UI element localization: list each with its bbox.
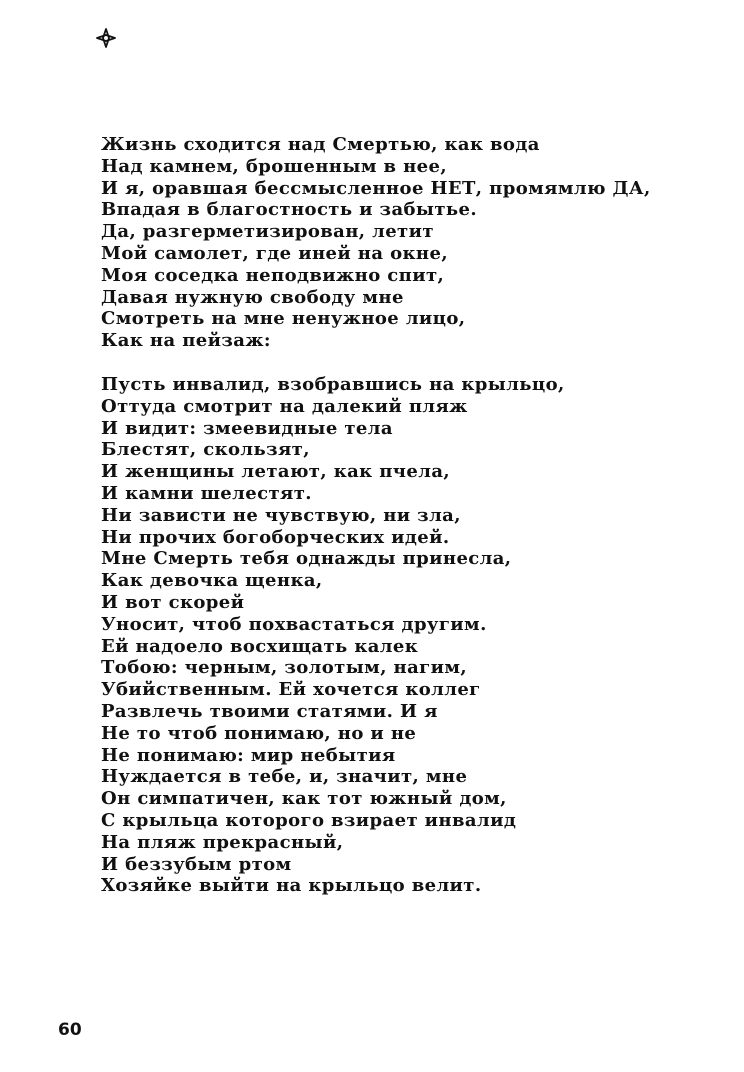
poem-line: Ни зависти не чувствую, ни зла, [101,504,461,526]
poem-line: Смотреть на мне ненужное лицо, [101,308,466,330]
stanza [101,134,721,352]
page-number: 60 [58,1020,82,1040]
poem [101,134,721,897]
poem-line: Развлечь твоими статями. И я [101,700,438,722]
poem-line: Как на пейзаж: [101,330,271,352]
poem-line: И я, оравшая бессмысленное НЕТ, промямлю ДА, [101,177,651,199]
poem-line: Моя соседка неподвижно спит, [101,264,445,286]
poem-line: Не понимаю: мир небытия [101,744,396,766]
poem-line: Мой самолет, где иней на окне, [101,242,448,264]
poem-line: Хозяйке выйти на крыльцо велит. [101,875,482,897]
poem-line: И беззубым ртом [101,853,292,875]
poem-line: Он симпатичен, как тот южный дом, [101,788,507,810]
poem-line: Да, разгерметизирован, летит [101,221,434,243]
poem-line: Убийственным. Ей хочется коллег [101,679,481,701]
poem-line: Оттуда смотрит на далекий пляж [101,395,468,417]
poem-line: Не то чтоб понимаю, но и не [101,722,417,744]
poem-line: Жизнь сходится над Смертью, как вода [101,134,540,155]
poem-line: Ни прочих богоборческих идей. [101,526,450,548]
poem-line: Нуждается в тебе, и, значит, мне [101,766,468,788]
stanza [101,374,721,897]
poem-line: И вот скорей [101,591,245,613]
poem-line: Блестят, скользят, [101,439,310,461]
poem-line: Пусть инвалид, взобравшись на крыльцо, [101,373,565,395]
poem-line: Мне Смерть тебя однажды принесла, [101,548,512,570]
poem-line: С крыльца которого взирает инвалид [101,809,517,831]
poem-line: Тобою: черным, золотым, нагим, [101,657,468,679]
poem-line: И камни шелестят. [101,482,312,504]
poem-line: И видит: змеевидные тела [101,417,393,439]
four-point-star-outline-icon [94,26,118,50]
poem-line: Уносит, чтоб похвастаться другим. [101,613,487,635]
poem-line: И женщины летают, как пчела, [101,461,451,483]
poem-line: Давая нужную свободу мне [101,286,404,308]
poem-line: Как девочка щенка, [101,570,323,592]
poem-line: На пляж прекрасный, [101,831,344,853]
poem-line: Ей надоело восхищать калек [101,635,419,657]
poem-line: Впадая в благостность и забытье. [101,199,478,221]
poem-line: Над камнем, брошенным в нее, [101,155,448,177]
